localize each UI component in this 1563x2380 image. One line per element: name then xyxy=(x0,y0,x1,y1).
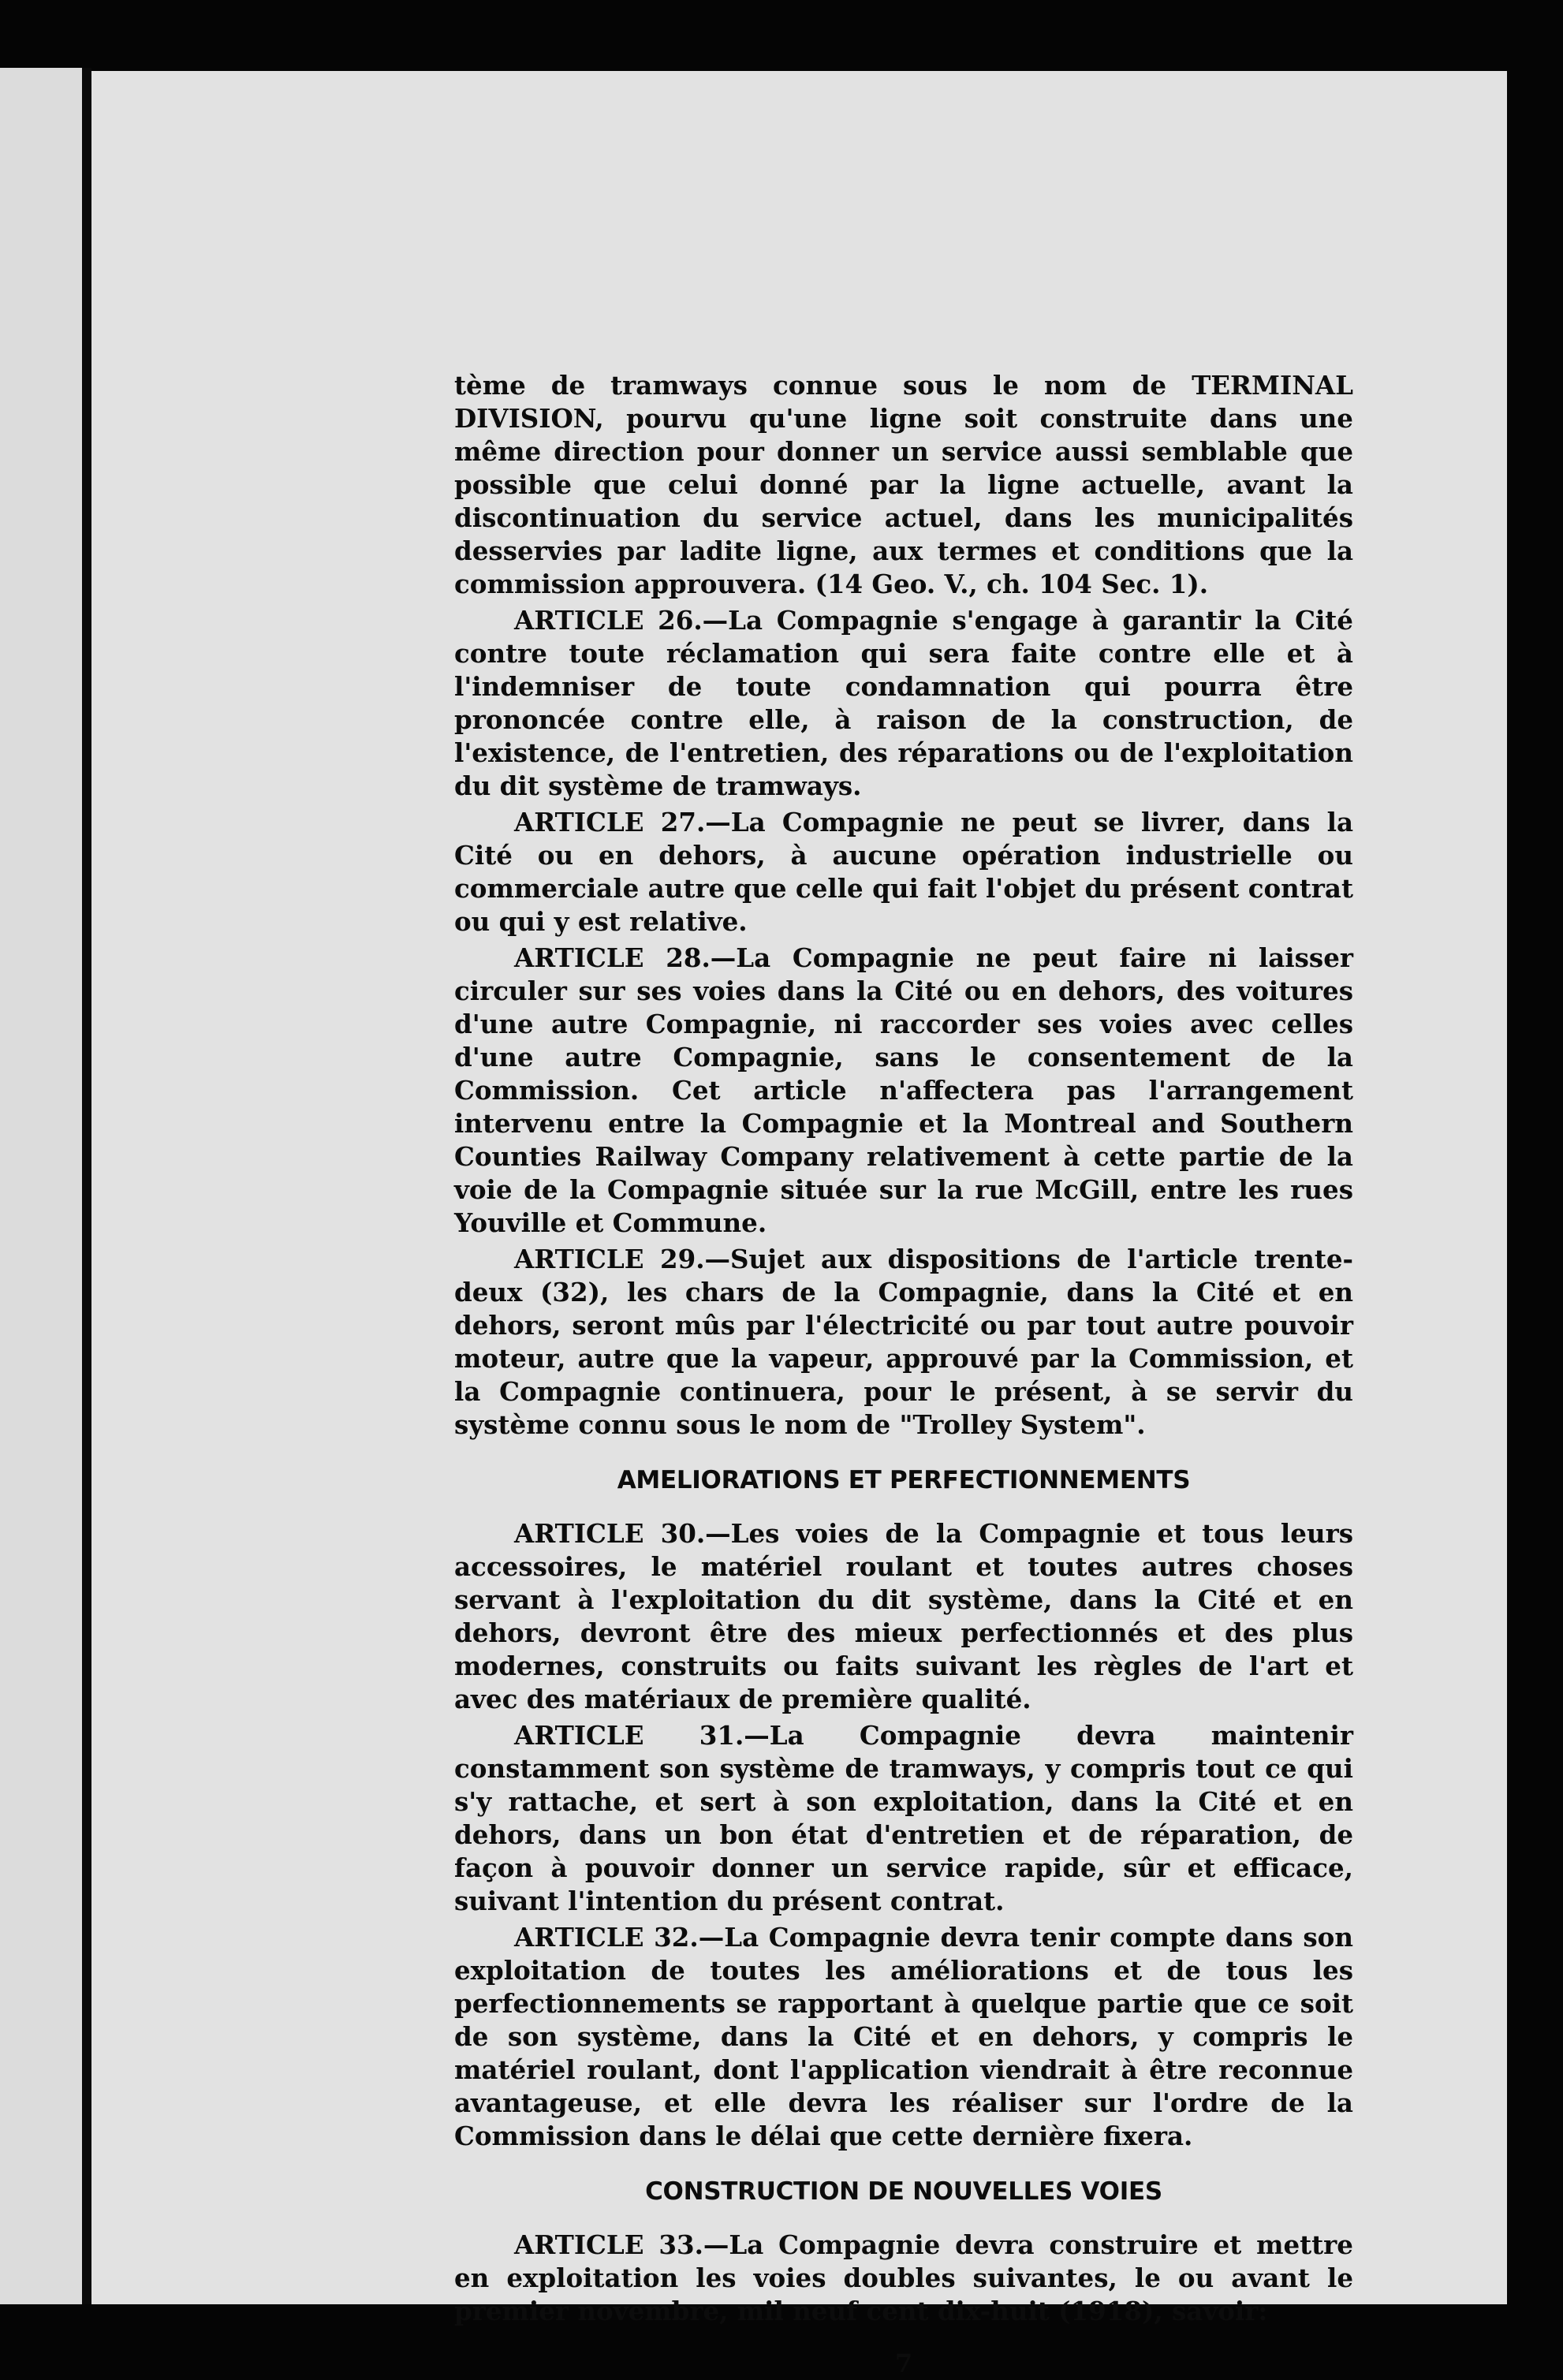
article-32: ARTICLE 32.—La Compagnie devra tenir compte dans son exploitation de toutes les améliorations et de tous les perfectionnements se rapportant à quelque partie que ce soit de son système, dans la Cité et en dehors, y compris le matériel roulant, dont l'application viendrait à être reconnue avantageuse, et elle devra les réaliser sur l'ordre de la Commission dans le délai que cette dernière fixera. xyxy=(454,1922,1353,2151)
section-heading-ameliorations: AMELIORATIONS ET PERFECTIONNEMENTS xyxy=(617,1466,1191,1494)
facing-page-edge xyxy=(0,68,85,2304)
section-heading-construction: CONSTRUCTION DE NOUVELLES VOIES xyxy=(645,2177,1162,2206)
article-33: ARTICLE 33.—La Compagnie devra construire et mettre en exploitation les voies doubles suivantes, le ou avant le premier novembre, mil neuf cent dix-huit (1918), savoir: xyxy=(454,2229,1353,2326)
document-page xyxy=(91,71,1507,2378)
page-number: 7 xyxy=(894,2348,913,2378)
article-27: ARTICLE 27.—La Compagnie ne peut se livrer, dans la Cité ou en dehors, à aucune opération industrielle ou commerciale autre que celle qui fait l'objet du présent contrat ou qui y est relative. xyxy=(454,807,1353,937)
book-gutter xyxy=(82,68,91,2304)
article-31: ARTICLE 31.—La Compagnie devra maintenir constamment son système de tramways, y compris tout ce qui s'y rattache, et sert à son exploitation, dans la Cité et en dehors, dans un bon état d'entretien et de réparation, de façon à pouvoir donner un service rapide, sûr et efficace, suivant l'intention du présent contrat. xyxy=(454,1720,1353,1916)
article-30: ARTICLE 30.—Les voies de la Compagnie et tous leurs accessoires, le matériel roulant et toutes autres choses servant à l'exploitation du dit système, dans la Cité et en dehors, devront être des mieux perfectionnés et des plus modernes, construits ou faits suivant les règles de l'art et avec des matériaux de première qualité. xyxy=(454,1518,1353,1714)
article-29: ARTICLE 29.—Sujet aux dispositions de l'article trente-deux (32), les chars de la Compagnie, dans la Cité et en dehors, seront mûs par l'électricité ou par tout autre pouvoir moteur, autre que la vapeur, approuvé par la Commission, et la Compagnie continuera, pour le présent, à se servir du système connu sous le nom de "Trolley System". xyxy=(454,1244,1353,1440)
paragraph-continuation: tème de tramways connue sous le nom de TERMINAL DIVISION, pourvu qu'une ligne soit construite dans une même direction pour donner un service aussi semblable que possible que celui donné par la ligne actuelle, avant la discontinuation du service actuel, dans les municipalités desservies par ladite ligne, aux termes et conditions que la commission approuvera. (14 Geo. V., ch. 104 Sec. 1). xyxy=(454,370,1353,599)
article-26: ARTICLE 26.—La Compagnie s'engage à garantir la Cité contre toute réclamation qui sera faite contre elle et à l'indemniser de toute condamnation qui pourra être prononcée contre elle, à raison de la construction, de l'existence, de l'entretien, des réparations ou de l'exploitation du dit système de tramways. xyxy=(454,605,1353,801)
page-text-block xyxy=(454,369,1353,2380)
article-28: ARTICLE 28.—La Compagnie ne peut faire ni laisser circuler sur ses voies dans la Cité ou en dehors, des voitures d'une autre Compagnie, ni raccorder ses voies avec celles d'une autre Compagnie, sans le consentement de la Commission. Cet article n'affectera pas l'arrangement intervenu entre la Compagnie et la Montreal and Southern Counties Railway Company relativement à cette partie de la voie de la Compagnie située sur la rue McGill, entre les rues Youville et Commune. xyxy=(454,942,1353,1238)
